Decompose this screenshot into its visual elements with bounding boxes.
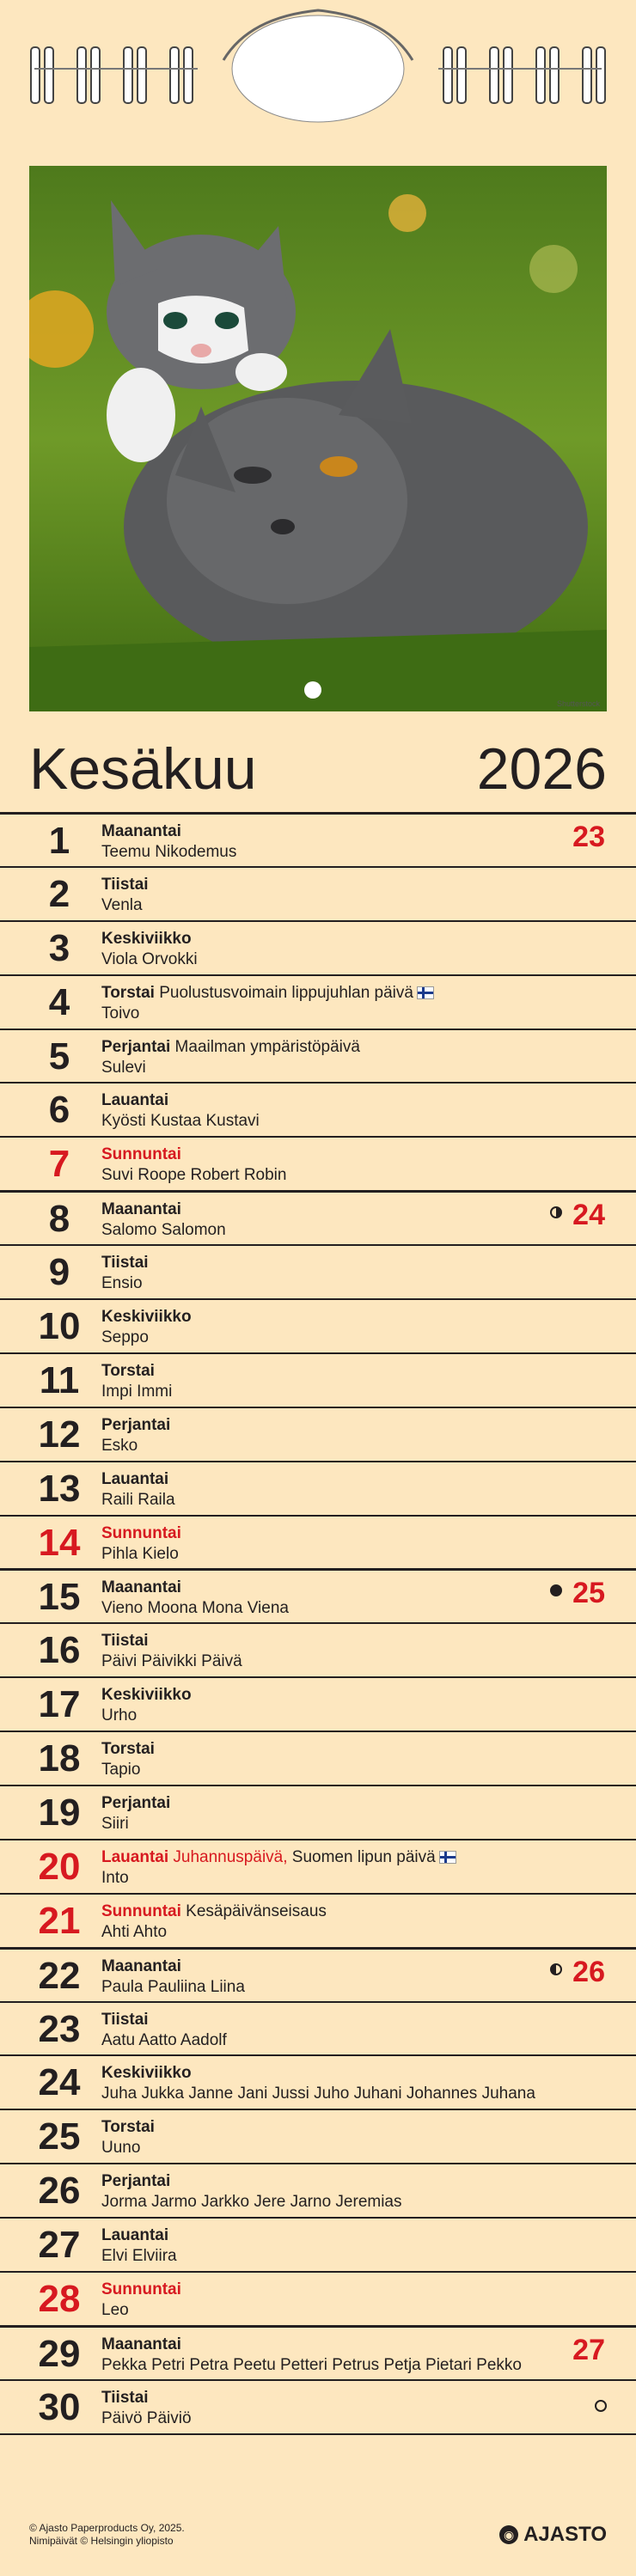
name-day-names: Teemu Nikodemus: [101, 843, 237, 861]
weekday-line: [101, 1415, 170, 1435]
weekday-line: [101, 1361, 155, 1381]
day-row: [0, 2271, 636, 2325]
weekday-name: Keskiviikko: [101, 1308, 192, 1327]
name-day-names: Urho: [101, 1706, 138, 1725]
day-number: 22: [38, 1954, 81, 1997]
day-number: 13: [38, 1467, 81, 1510]
day-row: [0, 2054, 636, 2109]
weekday-line: [101, 1793, 170, 1813]
finnish-flag-icon: [417, 986, 434, 999]
weekday-name: Tiistai: [101, 875, 149, 894]
day-row: [0, 1029, 636, 1083]
weekday-name: Maanantai: [101, 822, 181, 840]
weekday-name: Torstai: [101, 1361, 155, 1380]
name-day-names: Vieno Moona Mona Viena: [101, 1599, 289, 1618]
weekday-name: Perjantai: [101, 1415, 171, 1434]
week-number: 26: [572, 1955, 605, 1988]
name-day-names: Päivö Päiviö: [101, 2408, 192, 2427]
name-day-names: Esko: [101, 1436, 138, 1455]
day-number: 21: [38, 1899, 81, 1942]
moon-phase-first-icon: [550, 1963, 562, 1975]
weekday-line: [101, 1037, 360, 1057]
weekday-name: Torstai: [101, 2118, 155, 2137]
day-row: [0, 1407, 636, 1461]
weekday-line: [101, 1199, 181, 1219]
moon-phase-new-icon: [550, 1584, 562, 1596]
kitten-photo: [29, 166, 607, 711]
day-number: 12: [38, 1413, 81, 1456]
weekday-line: [101, 929, 192, 949]
weekday-name: Sunnuntai: [101, 1901, 181, 1920]
name-day-names: Raili Raila: [101, 1490, 175, 1509]
weekday-line: [101, 2225, 168, 2245]
weekday-line: [101, 983, 434, 1003]
copyright-line: © Ajasto Paperproducts Oy, 2025.: [29, 2522, 185, 2534]
day-number: 24: [38, 2061, 81, 2104]
weekday-line: [101, 2010, 149, 2030]
weekday-name: Lauantai: [101, 2226, 169, 2245]
week-number: 27: [572, 2333, 605, 2366]
day-row: [0, 1839, 636, 1893]
weekday-line: [101, 1307, 192, 1327]
name-day-names: Päivi Päivikki Päivä: [101, 1652, 242, 1671]
name-day-names: Kyösti Kustaa Kustavi: [101, 1112, 260, 1131]
weekday-line: [101, 1253, 149, 1273]
name-day-names: Salomo Salomon: [101, 1221, 226, 1240]
name-day-names: Jorma Jarmo Jarkko Jere Jarno Jeremias: [101, 2193, 402, 2212]
weekday-name: Maanantai: [101, 1200, 181, 1219]
day-row: [0, 1676, 636, 1731]
day-number: 17: [38, 1683, 81, 1726]
weekday-line: [101, 1145, 181, 1164]
weekday-line: [101, 2335, 181, 2354]
weekday-name: Keskiviikko: [101, 1686, 192, 1705]
weekday-name: Tiistai: [101, 1254, 149, 1273]
weekday-line: [101, 821, 181, 841]
weekday-name: Sunnuntai: [101, 1523, 181, 1542]
name-day-names: Suvi Roope Robert Robin: [101, 1166, 287, 1185]
day-row: [0, 2163, 636, 2217]
holiday-label: Juhannuspäivä,: [173, 1847, 288, 1866]
weekday-name: Tiistai: [101, 1632, 149, 1651]
weekday-line: [101, 1090, 168, 1110]
name-day-names: Siiri: [101, 1815, 129, 1834]
day-row: [0, 2217, 636, 2271]
day-number: 27: [38, 2224, 81, 2267]
name-day-names: Impi Immi: [101, 1382, 173, 1401]
day-number: 30: [38, 2385, 81, 2428]
holiday-label: Suomen lipun päivä: [291, 1847, 436, 1866]
weekday-line: [101, 2388, 149, 2408]
weekday-name: Torstai: [101, 983, 155, 1002]
day-number: 16: [38, 1629, 81, 1672]
day-row: [0, 1244, 636, 1298]
weekday-name: Lauantai: [101, 1091, 169, 1110]
name-day-names: Venla: [101, 895, 143, 914]
day-row: [0, 1461, 636, 1515]
name-day-names: Leo: [101, 2301, 129, 2320]
week-number: 23: [572, 821, 605, 853]
brand-name: AJASTO: [523, 2523, 607, 2546]
name-day-names: Paula Pauliina Liina: [101, 1977, 245, 1996]
weekday-name: Keskiviikko: [101, 2064, 192, 2083]
day-row: [0, 866, 636, 920]
name-day-names: Juha Jukka Janne Jani Jussi Juho Juhani Johannes Juhana: [101, 2085, 535, 2103]
day-row: [0, 2325, 636, 2379]
weekday-name: Tiistai: [101, 2010, 149, 2029]
weekday-line: [101, 1631, 149, 1651]
moon-phase-full-icon: [595, 2400, 607, 2412]
name-day-names: Toivo: [101, 1004, 140, 1022]
day-number: 25: [38, 2115, 81, 2158]
day-number: 1: [48, 820, 70, 862]
day-number: 14: [38, 1521, 81, 1564]
day-row: [0, 1568, 636, 1622]
month-title: Kesäkuu: [29, 736, 257, 802]
day-number: 6: [48, 1089, 70, 1132]
day-number: 9: [48, 1251, 70, 1294]
name-day-names: Elvi Elviira: [101, 2247, 177, 2266]
day-number: 20: [38, 1845, 81, 1888]
weekday-name: Sunnuntai: [101, 2280, 181, 2299]
weekday-line: [101, 2063, 192, 2083]
name-day-names: Into: [101, 1868, 129, 1887]
weekday-name: Perjantai: [101, 1794, 171, 1813]
weekday-line: [101, 1523, 181, 1543]
weekday-line: [101, 1685, 192, 1705]
weekday-line: [101, 1956, 181, 1976]
day-row: [0, 2001, 636, 2055]
photo-credit: Shutterstock: [556, 699, 600, 708]
name-day-names: Ahti Ahto: [101, 1922, 168, 1941]
day-row: [0, 1893, 636, 1947]
day-row: [0, 1352, 636, 1407]
day-row: [0, 1515, 636, 1569]
name-day-names: Viola Orvokki: [101, 949, 198, 968]
holiday-label: Kesäpäivänseisaus: [186, 1901, 327, 1920]
day-number: 10: [38, 1305, 81, 1348]
week-number: 25: [572, 1577, 605, 1610]
weekday-name: Keskiviikko: [101, 929, 192, 948]
weekday-line: [101, 875, 149, 894]
day-list: [0, 812, 636, 2433]
day-number: 28: [38, 2278, 81, 2321]
weekday-name: Perjantai: [101, 1037, 171, 1056]
day-row: [0, 1622, 636, 1676]
day-number: 2: [48, 872, 70, 915]
footer-copyright: [29, 2522, 185, 2548]
day-row: [0, 1947, 636, 2001]
weekday-name: Maanantai: [101, 1956, 181, 1975]
day-number: 5: [48, 1035, 70, 1077]
day-row: [0, 812, 636, 866]
name-day-names: Seppo: [101, 1328, 149, 1347]
name-day-names: Sulevi: [101, 1058, 146, 1077]
weekday-line: [101, 1739, 155, 1759]
name-day-names: Aatu Aatto Aadolf: [101, 2030, 227, 2049]
year-title: 2026: [476, 736, 607, 802]
weekday-name: Maanantai: [101, 1578, 181, 1597]
day-number: 29: [38, 2332, 81, 2375]
day-number: 26: [38, 2170, 81, 2213]
day-number: 8: [48, 1198, 70, 1241]
day-number: 15: [38, 1576, 81, 1619]
finnish-flag-icon: [439, 1851, 456, 1864]
day-number: 4: [48, 980, 70, 1023]
moon-phase-last-icon: [550, 1206, 562, 1218]
day-row: [0, 1136, 636, 1190]
weekday-name: Lauantai: [101, 1847, 169, 1866]
day-row: [0, 920, 636, 974]
week-number: 24: [572, 1199, 605, 1232]
day-number: 7: [48, 1143, 70, 1186]
day-number: 3: [48, 926, 70, 969]
day-row: [0, 1082, 636, 1136]
calendar-header: [29, 735, 607, 812]
weekday-name: Tiistai: [101, 2388, 149, 2407]
day-number: 11: [39, 1358, 80, 1401]
day-row: [0, 974, 636, 1029]
weekday-name: Torstai: [101, 1740, 155, 1759]
day-number: 23: [38, 2007, 81, 2050]
day-number: 18: [38, 1737, 81, 1780]
day-row: [0, 1785, 636, 1839]
day-row: [0, 1298, 636, 1352]
bottom-rule: [0, 2433, 636, 2435]
name-day-names: Pihla Kielo: [101, 1544, 179, 1563]
name-day-names: Ensio: [101, 1274, 143, 1293]
weekday-line: [101, 1469, 168, 1489]
weekday-line: [101, 2117, 155, 2137]
weekday-line: [101, 2171, 170, 2191]
name-day-names: Pekka Petri Petra Peetu Petteri Petrus Petja Pietari Pekko: [101, 2355, 522, 2374]
day-number: 19: [38, 1792, 81, 1834]
weekday-name: Perjantai: [101, 2172, 171, 2191]
weekday-line: [101, 2280, 181, 2299]
binding-graphic: [0, 0, 636, 150]
day-row: [0, 2379, 636, 2433]
weekday-line: [101, 1578, 181, 1597]
weekday-name: Maanantai: [101, 2335, 181, 2353]
ajasto-logo: [499, 2523, 607, 2547]
namedays-credit-line: Nimipäivät © Helsingin yliopisto: [29, 2535, 174, 2547]
weekday-line: [101, 1901, 327, 1921]
day-row: [0, 1731, 636, 1785]
holiday-label: Puolustusvoimain lippujuhlan päivä: [159, 983, 413, 1002]
day-row: [0, 1190, 636, 1244]
weekday-line: [101, 1847, 456, 1867]
weekday-name: Lauantai: [101, 1469, 169, 1488]
name-day-names: Uuno: [101, 2139, 141, 2158]
name-day-names: Tapio: [101, 1761, 141, 1779]
holiday-label: Maailman ympäristöpäivä: [174, 1037, 360, 1056]
spiral-binding: [0, 0, 636, 150]
day-row: [0, 2109, 636, 2163]
ajasto-logo-icon: ◉: [499, 2525, 518, 2544]
weekday-name: Sunnuntai: [101, 1145, 181, 1164]
